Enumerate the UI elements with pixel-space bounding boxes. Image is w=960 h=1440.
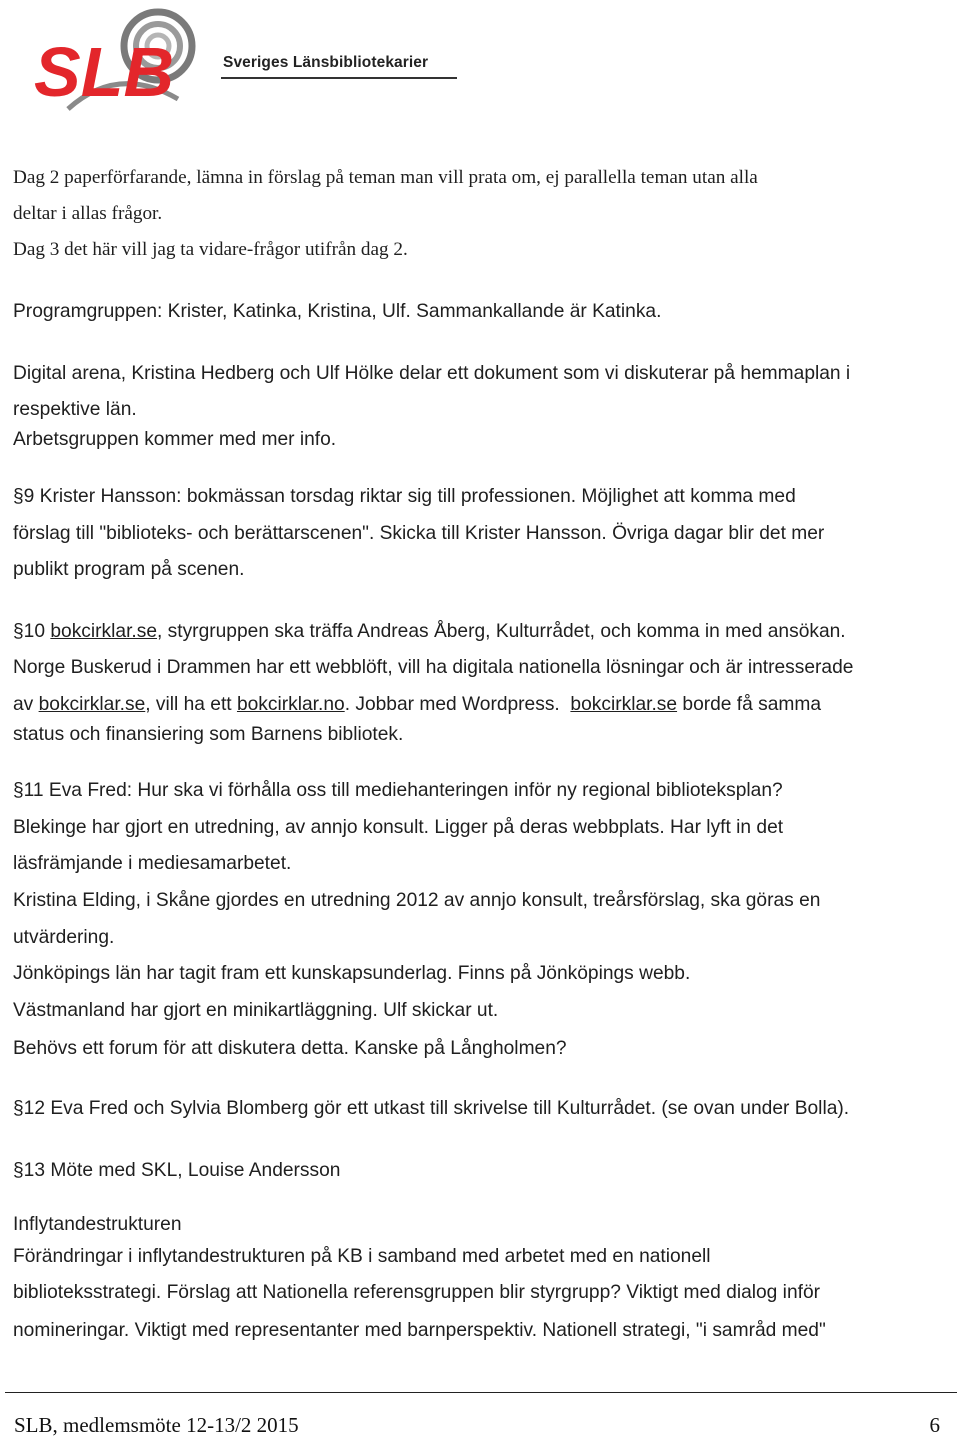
- slb-logo: [28, 4, 438, 114]
- text-line: biblioteksstrategi. Förslag att Nationella referensgruppen blir styrgrupp? Viktigt med dialog inför: [13, 1282, 821, 1303]
- text-segment: §10: [13, 621, 51, 642]
- text-line: förslag till "biblioteks- och berättarscenen". Skicka till Krister Hansson. Övriga dagar blir det mer: [13, 523, 825, 544]
- footer-text: SLB, medlemsmöte 12-13/2 2015: [14, 1413, 299, 1437]
- bokcirklar-se-link[interactable]: bokcirklar.se: [570, 694, 678, 715]
- text-line: Inflytandestrukturen: [13, 1214, 182, 1235]
- text-line: deltar i allas frågor.: [13, 203, 163, 224]
- text-line: Dag 2 paperförfarande, lämna in förslag på teman man vill prata om, ej parallella teman utan alla: [13, 167, 758, 188]
- text-line: Norge Buskerud i Drammen har ett webblöft, vill ha digitala nationella lösningar och är intresserade: [13, 657, 854, 678]
- text-line: utvärdering.: [13, 927, 115, 948]
- text-segment: , vill ha ett: [145, 694, 237, 715]
- text-line: status och finansiering som Barnens bibliotek.: [13, 724, 404, 745]
- text-line: Digital arena, Kristina Hedberg och Ulf Hölke delar ett dokument som vi diskuterar på hemmaplan i: [13, 363, 851, 384]
- text-line: Programgruppen: Krister, Katinka, Kristina, Ulf. Sammankallande är Katinka.: [13, 301, 662, 322]
- text-segment: . Jobbar med Wordpress.: [344, 694, 571, 715]
- text-line: Blekinge har gjort en utredning, av annjo konsult. Ligger på deras webbplats. Har lyft in det: [13, 817, 784, 838]
- text-line: nomineringar. Viktigt med representanter med barnperspektiv. Nationell strategi, "i samråd med": [13, 1320, 826, 1341]
- bokcirklar-no-link[interactable]: bokcirklar.no: [236, 694, 345, 715]
- text-line: §13 Möte med SKL, Louise Andersson: [13, 1160, 341, 1181]
- text-line: Arbetsgruppen kommer med mer info.: [13, 429, 337, 450]
- text-segment: av: [13, 694, 39, 715]
- text-line: läsfrämjande i mediesamarbetet.: [13, 853, 292, 874]
- footer-divider: [5, 1392, 957, 1393]
- text-line: Västmanland har gjort en minikartläggning. Ulf skickar ut.: [13, 1000, 499, 1021]
- bokcirklar-se-link[interactable]: bokcirklar.se: [50, 621, 157, 642]
- text-line: Jönköpings län har tagit fram ett kunskapsunderlag. Finns på Jönköpings webb.: [13, 963, 691, 984]
- page-number: 6: [929, 1413, 940, 1437]
- text-segment: , styrgruppen ska träffa Andreas Åberg, Kulturrådet, och komma in med ansökan.: [157, 621, 846, 642]
- svg-text:SLB: SLB: [34, 33, 174, 111]
- text-line: §12 Eva Fred och Sylvia Blomberg gör ett utkast till skrivelse till Kulturrådet. (se ovan under Bolla).: [13, 1098, 850, 1119]
- text-line: §11 Eva Fred: Hur ska vi förhålla oss till mediehanteringen inför ny regional biblioteksplan?: [13, 780, 783, 801]
- logo-underline: [221, 77, 457, 79]
- text-line: §9 Krister Hansson: bokmässan torsdag riktar sig till professionen. Möjlighet att komma med: [13, 486, 796, 507]
- text-line: publikt program på scenen.: [13, 559, 245, 580]
- text-segment: borde få samma: [677, 694, 822, 715]
- text-line: Kristina Elding, i Skåne gjordes en utredning 2012 av annjo konsult, treårsförslag, ska göras en: [13, 890, 821, 911]
- bokcirklar-se-link[interactable]: bokcirklar.se: [38, 694, 146, 715]
- text-line: Dag 3 det här vill jag ta vidare-frågor utifrån dag 2.: [13, 239, 408, 260]
- text-line: Förändringar i inflytandestrukturen på KB i samband med arbetet med en nationell: [13, 1246, 711, 1267]
- text-line: [13, 620, 846, 644]
- text-line: Behövs ett forum för att diskutera detta. Kanske på Långholmen?: [13, 1038, 567, 1059]
- slb-logo-mark: [28, 4, 228, 114]
- text-line: [13, 693, 821, 717]
- text-line: respektive län.: [13, 399, 137, 420]
- org-name: Sveriges Länsbibliotekarier: [223, 54, 429, 71]
